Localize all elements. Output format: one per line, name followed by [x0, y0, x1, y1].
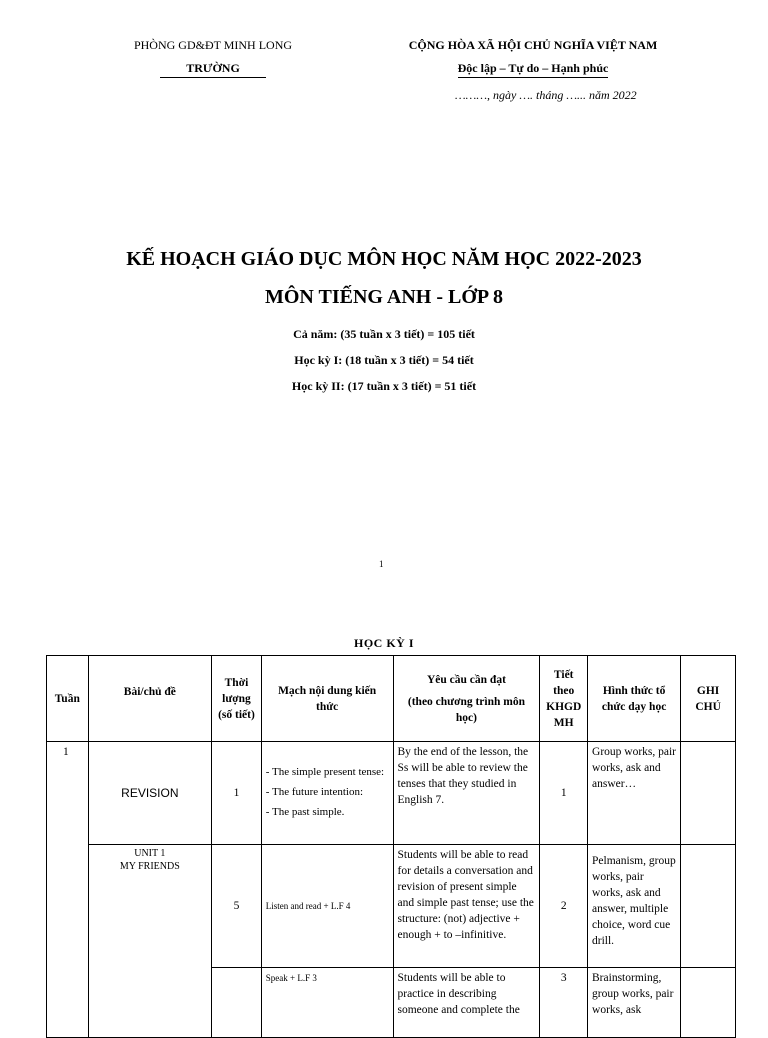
form-cell: Group works, pair works, ask and answer… — [588, 742, 681, 845]
content-line: - The past simple. — [265, 805, 345, 818]
ppct-cell: 1 — [540, 742, 588, 845]
department-block — [118, 38, 308, 78]
header-note: GHI CHÚ — [681, 656, 736, 742]
national-motto: Độc lập – Tự do – Hạnh phúc — [458, 61, 609, 78]
table-row — [47, 845, 736, 968]
summary-year: Cả năm: (35 tuần x 3 tiết) = 105 tiết — [293, 327, 475, 341]
header-week: Tuần — [47, 656, 89, 742]
table-header-row — [47, 656, 736, 742]
header-ppct: Tiết theo KHGD MH — [540, 656, 588, 742]
national-header — [388, 38, 678, 78]
page-number: 1 — [379, 559, 384, 569]
note-cell — [681, 742, 736, 845]
note-cell — [681, 968, 736, 1038]
header-requirement-note: (theo chương trình môn học) — [407, 695, 525, 724]
requirement-cell: Students will be able to read for details a conversation and revision of present simple and simple past tense; use the structure: (not) adjective + enough + to –infinitive. — [393, 845, 540, 968]
form-cell: Pelmanism, group works, pair works, ask and answer, multiple choice, word cue drill. — [588, 845, 681, 968]
lesson-cell: REVISION — [88, 742, 212, 845]
table-row — [47, 742, 736, 845]
content-cell: Speak + L.F 3 — [261, 968, 393, 1038]
periods-cell: 5 — [212, 845, 262, 968]
department-name: PHÒNG GD&ĐT MINH LONG — [133, 38, 293, 52]
summary-term1: Học kỳ I: (18 tuần x 3 tiết) = 54 tiết — [294, 353, 474, 367]
ppct-cell: 3 — [540, 968, 588, 1038]
requirement-cell: By the end of the lesson, the Ss will be able to review the tenses that they studied in English 7. — [393, 742, 540, 845]
content-line: - The simple present tense: — [265, 765, 385, 778]
content-cell: Listen and read + L.F 4 — [261, 845, 393, 968]
period-summary — [0, 321, 768, 399]
header-form: Hình thức tổ chức dạy học — [588, 656, 681, 742]
form-cell: Brainstorming, group works, pair works, ask — [588, 968, 681, 1038]
summary-term2: Học kỳ II: (17 tuần x 3 tiết) = 51 tiết — [291, 379, 477, 393]
content-line: - The future intention: — [265, 785, 364, 798]
note-cell — [681, 845, 736, 968]
term-heading: HỌC KỲ I — [353, 636, 414, 650]
country-name: CỘNG HÒA XÃ HỘI CHỦ NGHĨA VIỆT NAM — [408, 38, 658, 52]
subject-title: MÔN TIẾNG ANH - LỚP 8 — [265, 286, 503, 308]
header-requirement-title: Yêu cầu cần đạt — [427, 673, 506, 686]
requirement-cell: Students will be able to practice in describing someone and complete the — [393, 968, 540, 1038]
periods-cell: 1 — [212, 742, 262, 845]
date-line: ………, ngày …. tháng …... năm 2022 — [455, 88, 637, 102]
week-cell: 1 — [47, 742, 89, 1038]
curriculum-table — [46, 655, 736, 1038]
content-cell — [261, 742, 393, 845]
header-requirement — [393, 656, 540, 742]
lesson-cell: UNIT 1 MY FRIENDS — [88, 845, 212, 1038]
header-periods: Thời lượng (số tiết) — [212, 656, 262, 742]
periods-cell — [212, 968, 262, 1038]
ppct-cell: 2 — [540, 845, 588, 968]
header-content: Mạch nội dung kiến thức — [261, 656, 393, 742]
school-name: TRƯỜNG — [160, 61, 266, 78]
document-title: KẾ HOẠCH GIÁO DỤC MÔN HỌC NĂM HỌC 2022-2023 — [126, 248, 642, 270]
header-lesson: Bài/chủ đề — [88, 656, 212, 742]
